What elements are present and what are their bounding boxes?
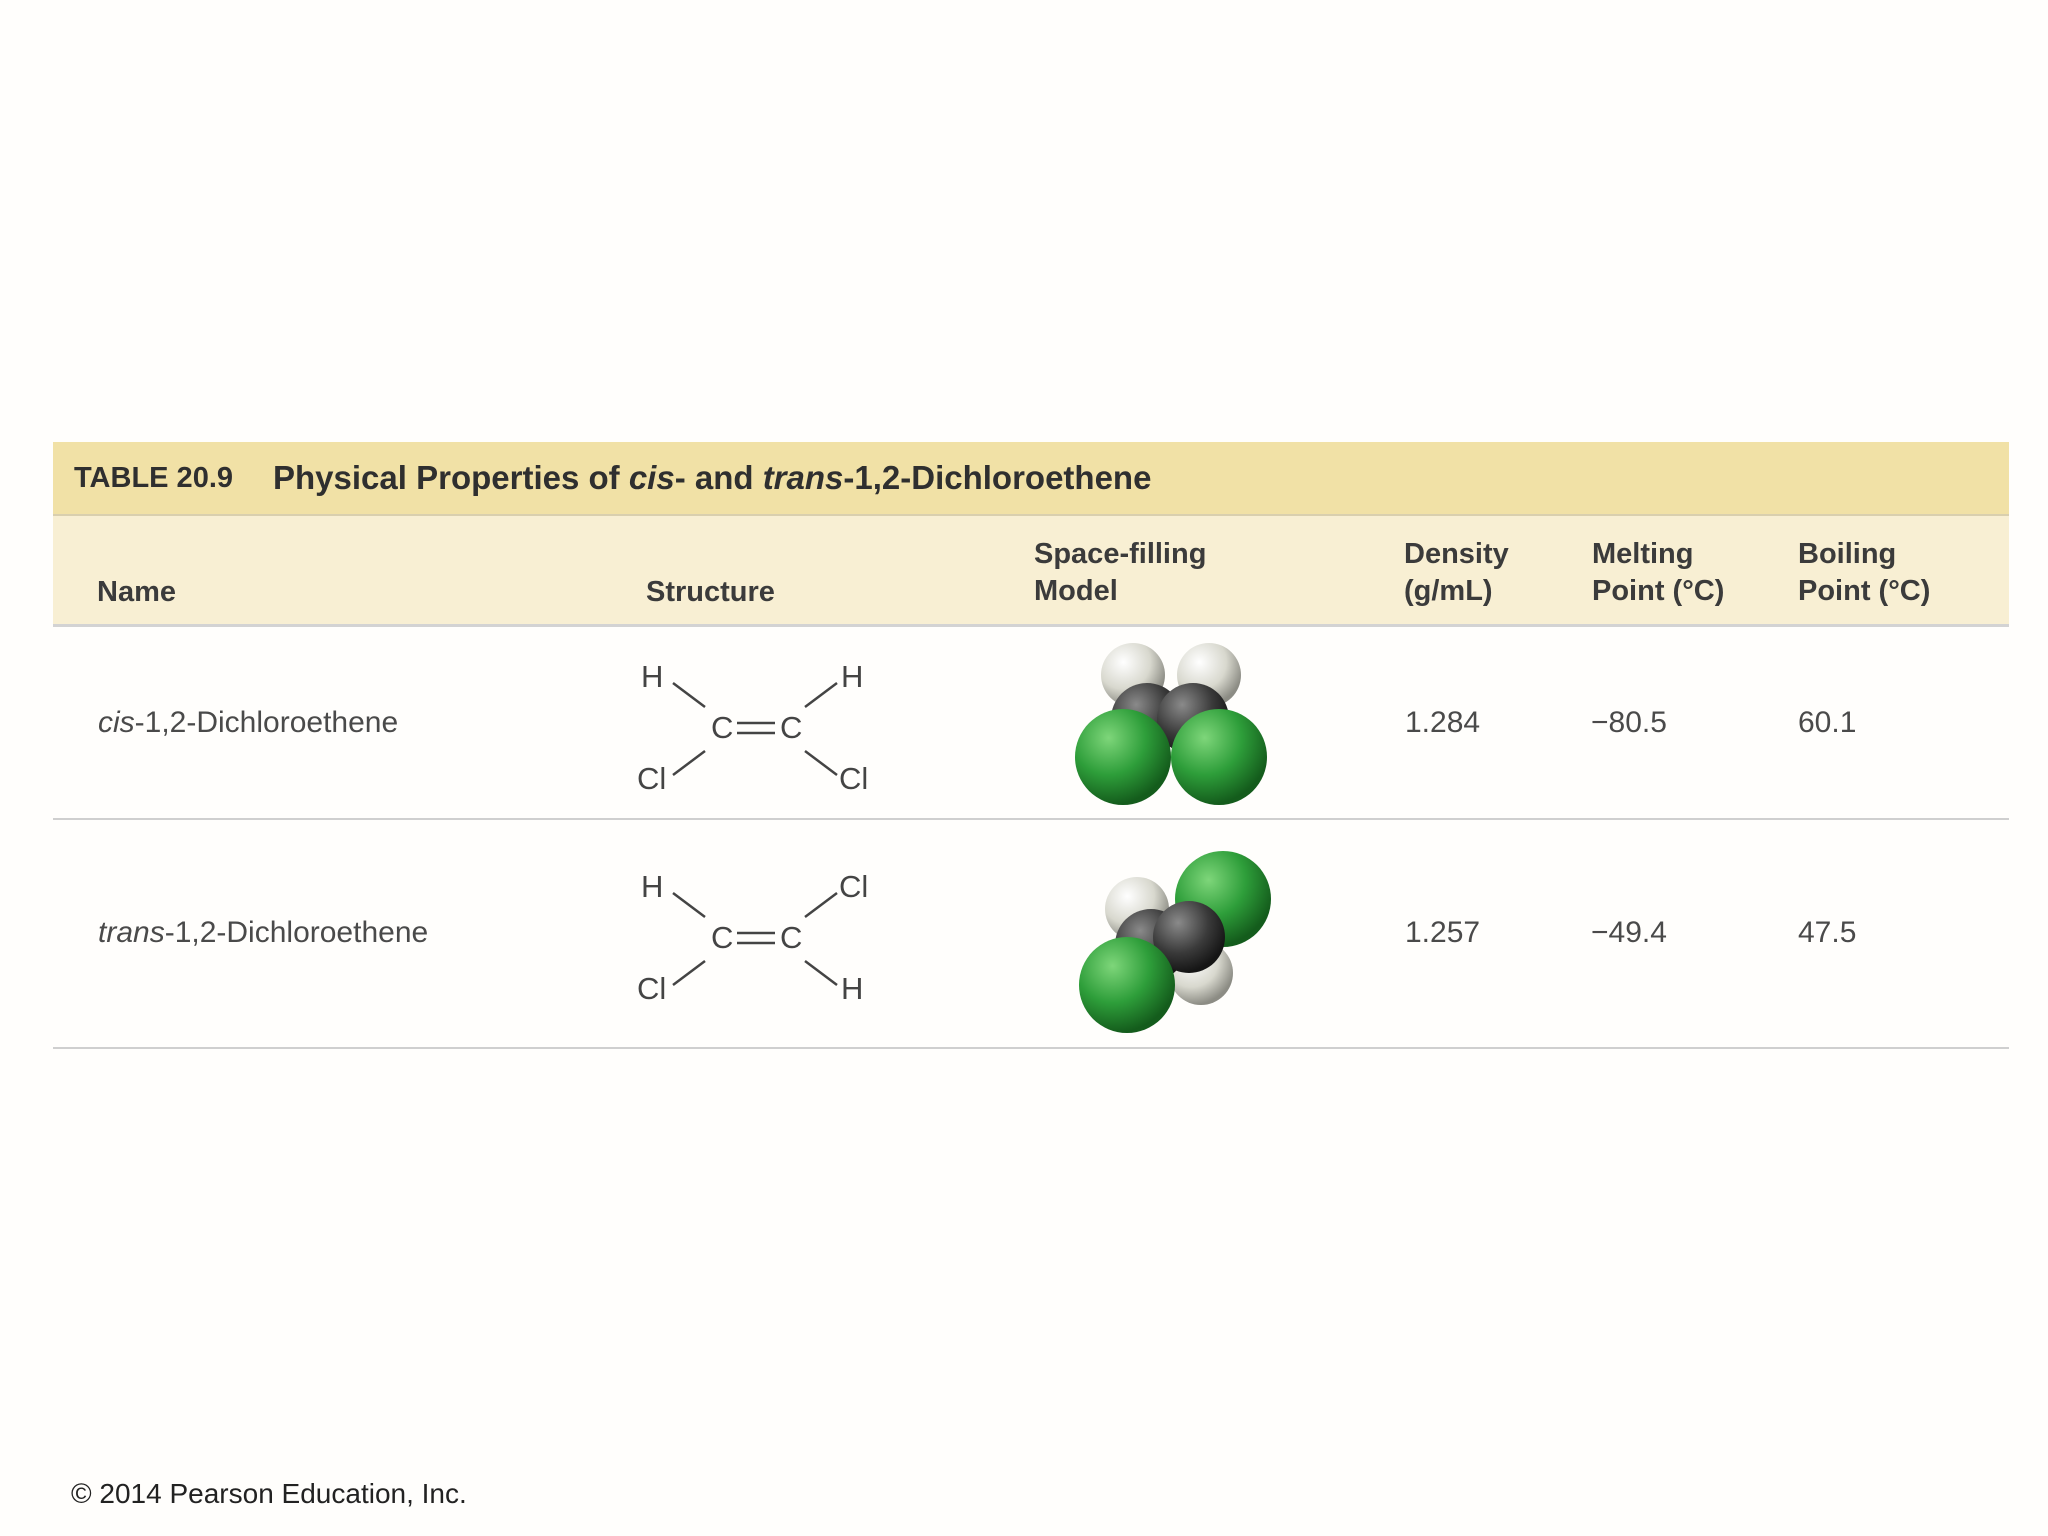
title-part2: - and	[674, 459, 763, 496]
chlorine-atom	[1079, 937, 1175, 1033]
header-density	[1404, 536, 1509, 610]
header-model-line2: Model	[1034, 575, 1118, 607]
title-cis: cis	[628, 459, 675, 496]
atom-top-right: H	[841, 659, 864, 694]
boiling-point-value: 47.5	[1798, 916, 1857, 949]
header-melting-line1: Melting	[1592, 538, 1694, 570]
atom-top-right: Cl	[839, 869, 869, 904]
atom-bottom-right: H	[841, 971, 864, 1006]
density-value: 1.284	[1405, 706, 1481, 739]
name-prefix: cis	[98, 706, 135, 739]
table-header-row	[53, 516, 2009, 627]
header-boiling-line1: Boiling	[1798, 538, 1897, 570]
header-melting	[1592, 536, 1724, 610]
density-value: 1.257	[1405, 916, 1481, 949]
space-filling-model	[1065, 637, 1275, 812]
table-row	[53, 627, 2009, 820]
header-boiling	[1798, 536, 1930, 610]
table-title	[273, 459, 1151, 497]
header-boiling-line2: Point (°C)	[1798, 575, 1931, 607]
structural-formula	[581, 857, 901, 1017]
copyright-notice: © 2014 Pearson Education, Inc.	[71, 1478, 467, 1509]
bond-lines	[673, 893, 837, 985]
header-name: Name	[97, 576, 176, 608]
header-model	[1034, 536, 1206, 610]
melting-point-value: −49.4	[1591, 916, 1667, 949]
atom-bottom-left: Cl	[637, 971, 667, 1006]
header-density-line1: Density	[1404, 538, 1509, 570]
name-suffix: -1,2-Dichloroethene	[164, 916, 429, 949]
compound-name	[98, 916, 428, 950]
atom-c2: C	[780, 920, 803, 955]
title-part3: -1,2-Dichloroethene	[843, 459, 1152, 496]
atom-top-left: H	[641, 869, 664, 904]
atom-bottom-right: Cl	[839, 761, 869, 796]
table-row	[53, 820, 2009, 1049]
title-part1: Physical Properties of	[273, 459, 629, 496]
boiling-point-value: 60.1	[1798, 706, 1857, 739]
atom-bottom-left: Cl	[637, 761, 667, 796]
melting-point-value: −80.5	[1591, 706, 1667, 739]
atom-c2: C	[780, 710, 803, 745]
table-title-bar	[53, 442, 2009, 516]
atom-c1: C	[711, 710, 734, 745]
chlorine-atom	[1075, 709, 1171, 805]
header-melting-line2: Point (°C)	[1592, 575, 1725, 607]
table-number: TABLE 20.9	[74, 461, 234, 494]
header-density-line2: (g/mL)	[1404, 575, 1493, 607]
header-structure: Structure	[646, 576, 775, 608]
space-filling-model	[1065, 835, 1285, 1035]
compound-name	[98, 706, 398, 740]
chlorine-atom	[1171, 709, 1267, 805]
atom-top-left: H	[641, 659, 664, 694]
bond-lines	[673, 683, 837, 775]
structural-formula	[581, 647, 901, 807]
title-trans: trans	[762, 459, 844, 496]
name-prefix: trans	[98, 916, 165, 949]
header-model-line1: Space-filling	[1034, 538, 1207, 570]
data-table	[53, 442, 2009, 1049]
atom-c1: C	[711, 920, 734, 955]
name-suffix: -1,2-Dichloroethene	[134, 706, 399, 739]
